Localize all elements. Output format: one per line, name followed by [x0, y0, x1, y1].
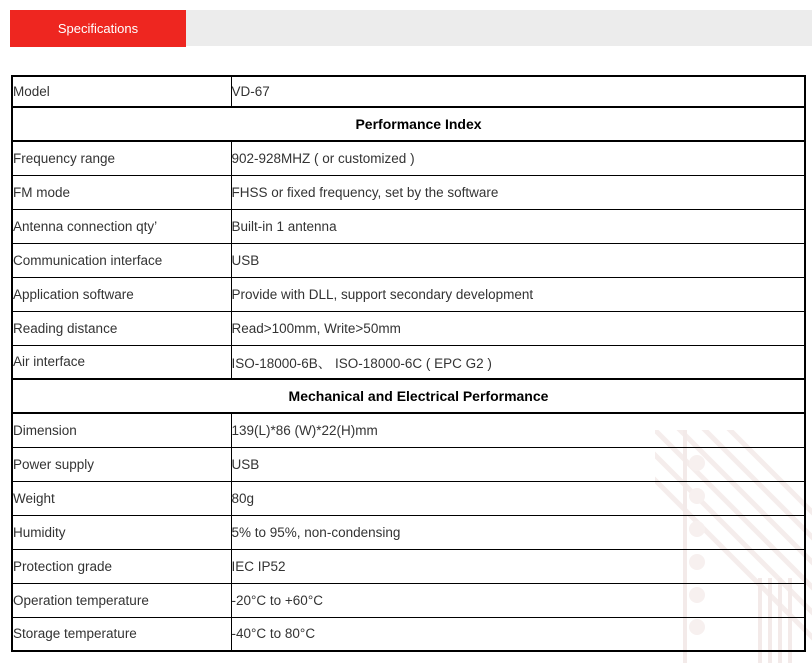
- spec-label: Application software: [12, 277, 231, 311]
- spec-label: Operation temperature: [12, 583, 231, 617]
- spec-label: Power supply: [12, 447, 231, 481]
- spec-value: USB: [231, 243, 805, 277]
- spec-value: VD-67: [231, 76, 805, 107]
- spec-value: -40°C to 80°C: [231, 617, 805, 651]
- table-row: [12, 515, 805, 549]
- spec-value: IEC IP52: [231, 549, 805, 583]
- spec-value: 80g: [231, 481, 805, 515]
- spec-label: Humidity: [12, 515, 231, 549]
- table-row: [12, 209, 805, 243]
- spec-label: Protection grade: [12, 549, 231, 583]
- spec-value: FHSS or fixed frequency, set by the software: [231, 175, 805, 209]
- spec-value: -20°C to +60°C: [231, 583, 805, 617]
- spec-label: Storage temperature: [12, 617, 231, 651]
- spec-value: Read>100mm, Write>50mm: [231, 311, 805, 345]
- spec-label: Air interface: [12, 345, 231, 379]
- table-row: [12, 549, 805, 583]
- tab-strip: [186, 10, 812, 46]
- spec-label: Frequency range: [12, 141, 231, 175]
- table-row: [12, 583, 805, 617]
- specifications-table: [11, 75, 806, 652]
- spec-label: Dimension: [12, 413, 231, 447]
- table-row: [12, 277, 805, 311]
- spec-label: Weight: [12, 481, 231, 515]
- spec-value: ISO-18000-6B、 ISO-18000-6C ( EPC G2 ): [231, 345, 805, 379]
- spec-value: USB: [231, 447, 805, 481]
- table-row: [12, 345, 805, 379]
- section-title: Performance Index: [12, 107, 805, 141]
- spec-value: Built-in 1 antenna: [231, 209, 805, 243]
- table-row: [12, 617, 805, 651]
- spec-label: Model: [12, 76, 231, 107]
- table-row: [12, 413, 805, 447]
- table-row: [12, 76, 805, 107]
- table-row: [12, 481, 805, 515]
- spec-value: 139(L)*86 (W)*22(H)mm: [231, 413, 805, 447]
- table-row: [12, 447, 805, 481]
- table-row: [12, 141, 805, 175]
- specifications-tab-label: Specifications: [57, 21, 139, 36]
- spec-value: 5% to 95%, non-condensing: [231, 515, 805, 549]
- table-row: [12, 243, 805, 277]
- section-row-performance-index: [12, 107, 805, 141]
- table-row: [12, 175, 805, 209]
- spec-value: Provide with DLL, support secondary development: [231, 277, 805, 311]
- specifications-tab[interactable]: [10, 10, 186, 47]
- spec-label: Antenna connection qty’: [12, 209, 231, 243]
- section-title: Mechanical and Electrical Performance: [12, 379, 805, 413]
- table-row: [12, 311, 805, 345]
- spec-label: Communication interface: [12, 243, 231, 277]
- spec-value: 902-928MHZ ( or customized ): [231, 141, 805, 175]
- spec-label: Reading distance: [12, 311, 231, 345]
- spec-label: FM mode: [12, 175, 231, 209]
- section-row-mechanical-electrical: [12, 379, 805, 413]
